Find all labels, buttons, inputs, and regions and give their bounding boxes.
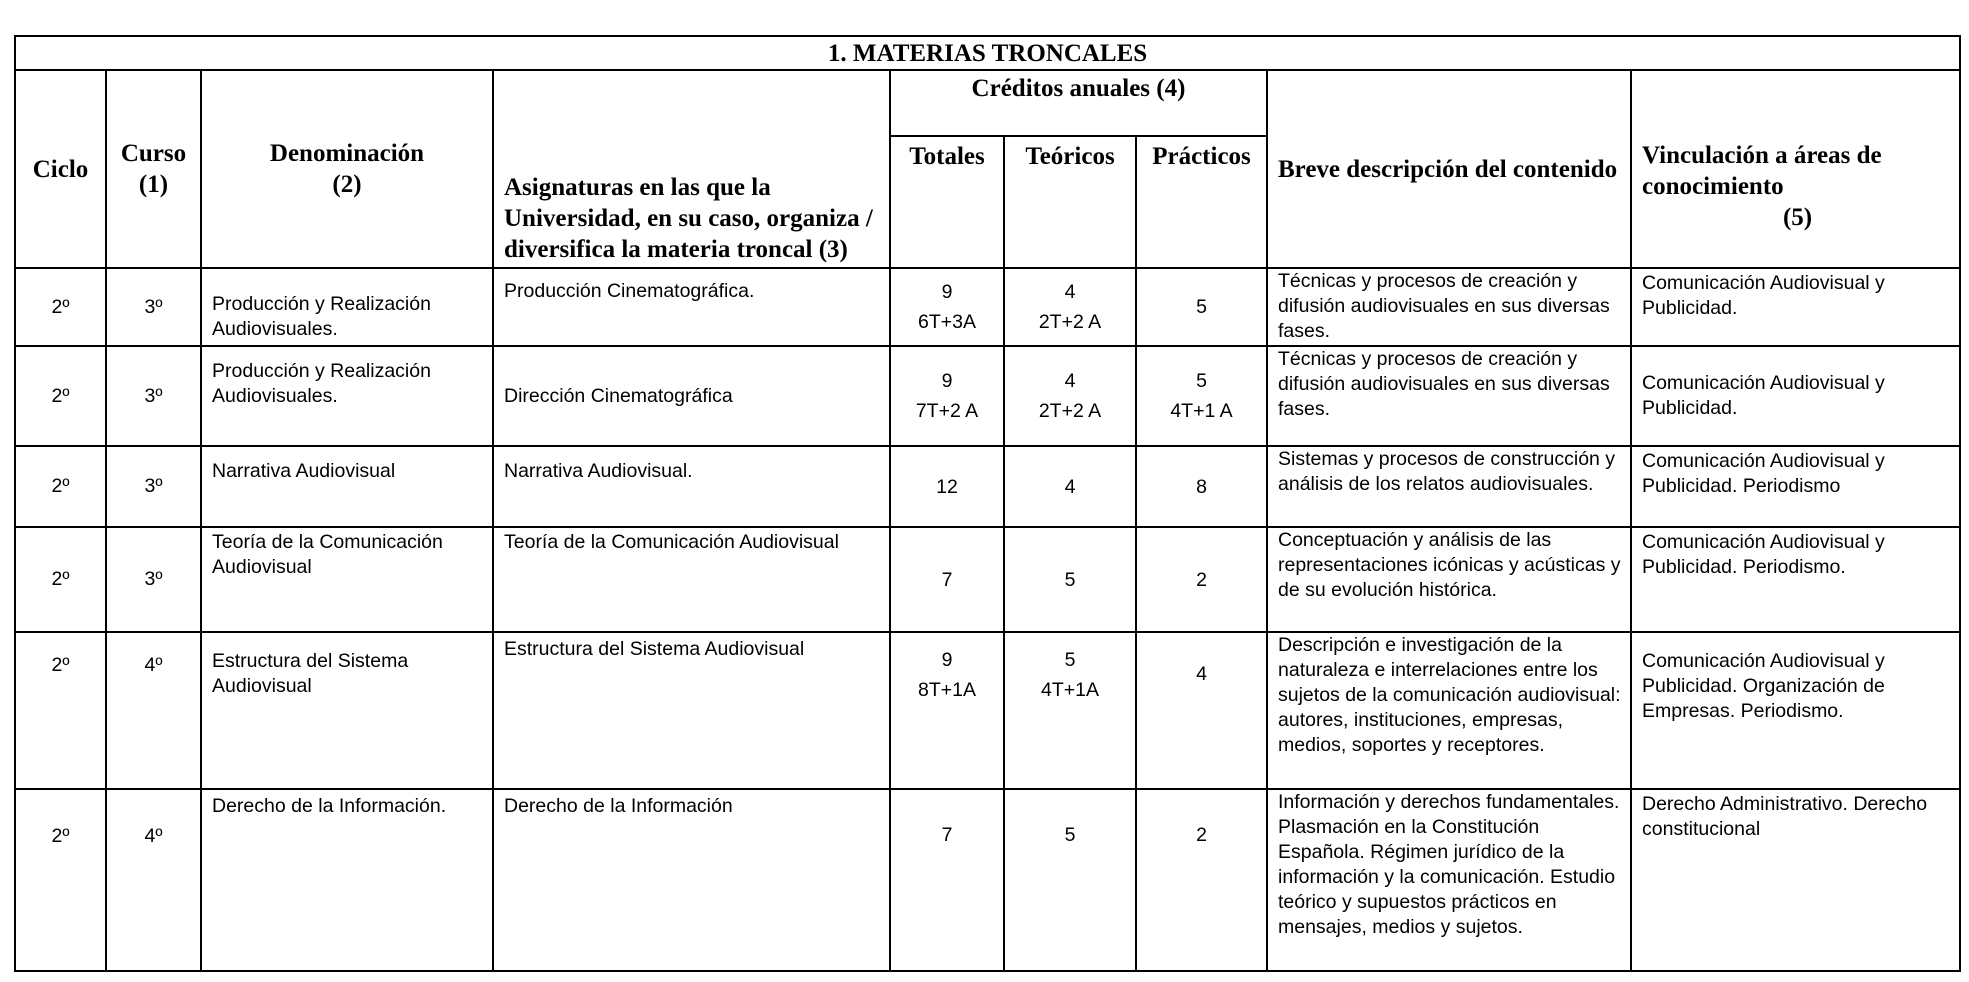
cell-curso: 3º	[106, 446, 201, 527]
cell-asignatura: Narrativa Audiovisual.	[493, 446, 890, 527]
header-vinculacion-label: Vinculación a áreas de conocimiento	[1642, 141, 1882, 200]
cell-totales	[890, 346, 1004, 446]
cell-ciclo: 2º	[15, 632, 106, 789]
table-row	[15, 632, 1960, 789]
cell-asignatura: Estructura del Sistema Audiovisual	[493, 632, 890, 789]
header-totales: Totales	[890, 136, 1004, 268]
totales-value: 9	[941, 649, 953, 671]
cell-teoricos	[1004, 268, 1136, 346]
cell-curso: 3º	[106, 268, 201, 346]
cell-descripcion: Técnicas y procesos de creación y difusión audiovisuales en sus diversas fases.	[1267, 268, 1631, 346]
teoricos-value: 4	[1064, 281, 1076, 303]
cell-totales	[890, 632, 1004, 789]
cell-curso: 3º	[106, 527, 201, 632]
totales-value: 7	[941, 568, 953, 591]
table-row	[15, 268, 1960, 346]
cell-asignatura: Dirección Cinematográfica	[493, 346, 890, 446]
cell-vinculacion: Comunicación Audiovisual y Publicidad. Periodismo	[1631, 446, 1960, 527]
cell-denominacion: Derecho de la Información.	[201, 789, 493, 971]
header-teoricos: Teóricos	[1004, 136, 1136, 268]
materias-troncales-table	[14, 35, 1961, 972]
header-curso: Curso (1)	[106, 70, 201, 268]
totales-detail: 6T+3A	[918, 311, 976, 333]
teoricos-value: 4	[1064, 370, 1076, 392]
cell-practicos	[1136, 346, 1267, 446]
cell-asignatura: Teoría de la Comunicación Audiovisual	[493, 527, 890, 632]
table-row	[15, 789, 1960, 971]
teoricos-value: 5	[1064, 568, 1076, 591]
cell-vinculacion: Comunicación Audiovisual y Publicidad.	[1631, 346, 1960, 446]
practicos-value: 4	[1196, 663, 1207, 685]
cell-descripcion: Conceptuación y análisis de las representaciones icónicas y acústicas y de su evolución histórica.	[1267, 527, 1631, 632]
teoricos-detail: 2T+2 A	[1038, 400, 1102, 422]
cell-vinculacion: Comunicación Audiovisual y Publicidad.	[1631, 268, 1960, 346]
teoricos-detail: 4T+1A	[1041, 679, 1099, 701]
header-practicos: Prácticos	[1136, 136, 1267, 268]
header-creditos-anuales: Créditos anuales (4)	[890, 70, 1267, 136]
cell-practicos	[1136, 268, 1267, 346]
totales-value: 12	[936, 475, 958, 498]
totales-value: 9	[941, 281, 953, 303]
cell-ciclo: 2º	[15, 527, 106, 632]
header-descripcion: Breve descripción del contenido	[1267, 70, 1631, 268]
cell-curso: 4º	[106, 789, 201, 971]
header-vinculacion	[1631, 70, 1960, 268]
table-row	[15, 446, 1960, 527]
practicos-value: 8	[1196, 475, 1207, 498]
cell-curso: 4º	[106, 632, 201, 789]
cell-practicos	[1136, 527, 1267, 632]
practicos-detail: 4T+1 A	[1170, 400, 1233, 422]
totales-value: 9	[941, 370, 953, 392]
teoricos-value: 5	[1064, 824, 1076, 846]
cell-teoricos	[1004, 527, 1136, 632]
cell-ciclo: 2º	[15, 789, 106, 971]
cell-ciclo: 2º	[15, 446, 106, 527]
cell-denominacion: Producción y Realización Audiovisuales.	[201, 346, 493, 446]
cell-ciclo: 2º	[15, 346, 106, 446]
cell-denominacion: Estructura del Sistema Audiovisual	[201, 632, 493, 789]
practicos-value: 5	[1196, 370, 1207, 392]
cell-teoricos	[1004, 446, 1136, 527]
table-title: 1. MATERIAS TRONCALES	[15, 36, 1960, 70]
practicos-value: 5	[1196, 296, 1207, 318]
totales-detail: 8T+1A	[918, 679, 976, 701]
cell-asignatura: Derecho de la Información	[493, 789, 890, 971]
cell-practicos	[1136, 446, 1267, 527]
cell-denominacion: Narrativa Audiovisual	[201, 446, 493, 527]
cell-vinculacion: Derecho Administrativo. Derecho constitucional	[1631, 789, 1960, 971]
totales-detail: 7T+2 A	[915, 400, 979, 422]
cell-teoricos	[1004, 632, 1136, 789]
cell-descripcion: Descripción e investigación de la naturaleza e interrelaciones entre los sujetos de la comunicación audiovisual: autores, instituciones, empresas, medios, soportes y receptores.	[1267, 632, 1631, 789]
cell-teoricos	[1004, 346, 1136, 446]
teoricos-detail: 2T+2 A	[1038, 311, 1102, 333]
cell-descripcion: Sistemas y procesos de construcción y análisis de los relatos audiovisuales.	[1267, 446, 1631, 527]
cell-totales	[890, 446, 1004, 527]
teoricos-value: 4	[1064, 475, 1076, 498]
cell-ciclo: 2º	[15, 268, 106, 346]
cell-asignatura: Producción Cinematográfica.	[493, 268, 890, 346]
teoricos-value: 5	[1064, 649, 1076, 671]
cell-totales	[890, 789, 1004, 971]
cell-practicos	[1136, 632, 1267, 789]
totales-value: 7	[941, 824, 953, 846]
practicos-value: 2	[1196, 568, 1207, 591]
header-ciclo: Ciclo	[15, 70, 106, 268]
cell-descripcion: Técnicas y procesos de creación y difusión audiovisuales en sus diversas fases.	[1267, 346, 1631, 446]
header-vinculacion-number: (5)	[1782, 203, 1813, 231]
table-row	[15, 346, 1960, 446]
cell-denominacion: Producción y Realización Audiovisuales.	[201, 268, 493, 346]
table-row	[15, 527, 1960, 632]
cell-totales	[890, 268, 1004, 346]
cell-descripcion: Información y derechos fundamentales. Plasmación en la Constitución Española. Régimen jurídico de la información y la comunicación. Estudio teórico y supuestos prácticos en mensajes, medios y sujetos.	[1267, 789, 1631, 971]
cell-curso: 3º	[106, 346, 201, 446]
practicos-value: 2	[1196, 824, 1207, 846]
cell-practicos	[1136, 789, 1267, 971]
header-denominacion: Denominación (2)	[201, 70, 493, 268]
cell-vinculacion: Comunicación Audiovisual y Publicidad. Periodismo.	[1631, 527, 1960, 632]
cell-vinculacion: Comunicación Audiovisual y Publicidad. Organización de Empresas. Periodismo.	[1631, 632, 1960, 789]
cell-totales	[890, 527, 1004, 632]
cell-denominacion: Teoría de la Comunicación Audiovisual	[201, 527, 493, 632]
header-asignaturas: Asignaturas en las que la Universidad, en su caso, organiza / diversifica la materia troncal (3)	[493, 70, 890, 268]
cell-teoricos	[1004, 789, 1136, 971]
